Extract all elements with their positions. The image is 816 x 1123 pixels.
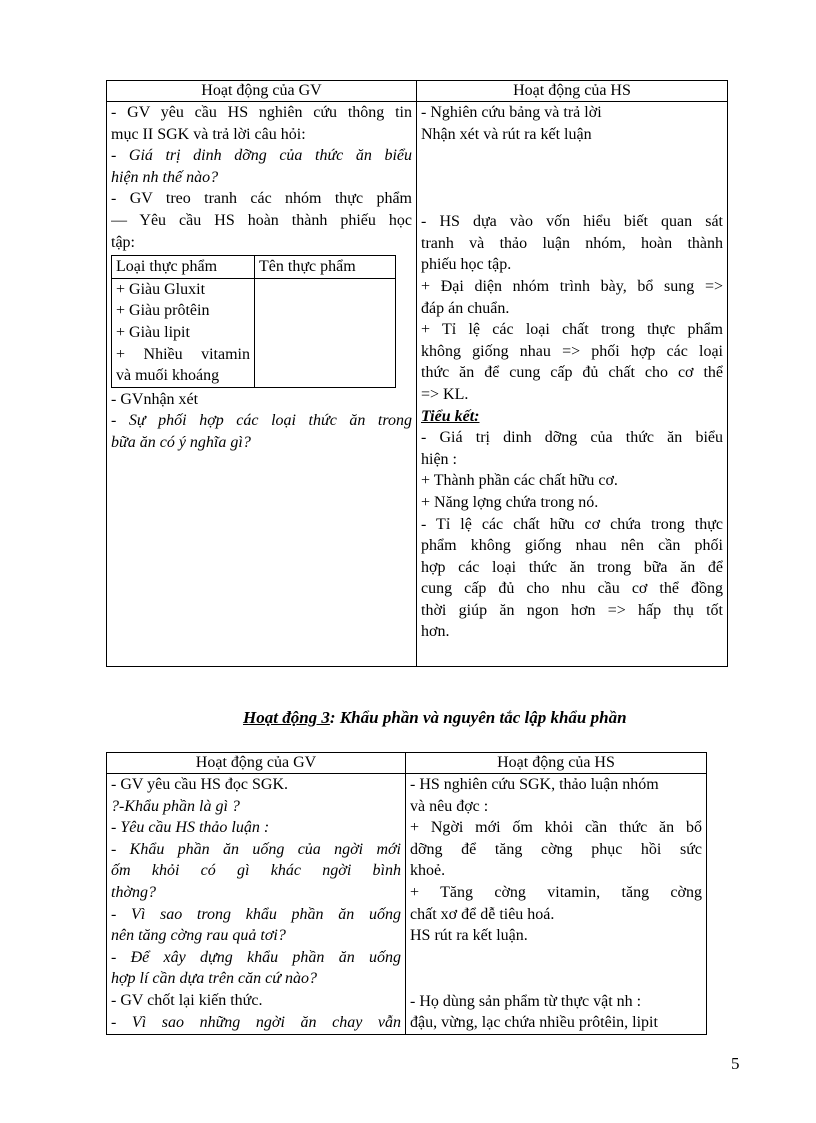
- question-line: - Khẩu phần ăn uống của ngời mới: [111, 840, 401, 858]
- table-header-row: [107, 81, 728, 102]
- section-heading: [243, 708, 627, 728]
- column-header-gv: Hoạt động của GV: [107, 81, 417, 102]
- question-line: thờng?: [111, 883, 156, 901]
- text-line: thời giúp ăn ngon hơn => hấp thụ tốt: [421, 601, 723, 619]
- text-line: dỡng để tăng cờng phục hồi sức: [410, 840, 702, 858]
- worksheet-header-row: [112, 256, 396, 279]
- page-number: 5: [731, 1054, 740, 1073]
- text-line: đáp án chuẩn.: [421, 299, 510, 317]
- text-line: - HS dựa vào vốn hiểu biết quan sát: [421, 213, 723, 231]
- question-line: - Giá trị dinh dỡng của thức ăn biểu: [111, 147, 412, 165]
- text-line: cung cấp đủ cho nhu cầu cơ thể đồng: [421, 580, 723, 598]
- text-line: hợp các loại thức ăn trong bữa ăn để: [421, 558, 723, 576]
- worksheet-header-type: Loại thực phẩm: [112, 256, 255, 279]
- question-line: bữa ăn có ý nghĩa gì?: [111, 433, 251, 451]
- table-header-row: [107, 753, 707, 774]
- activity-table-1: [106, 80, 728, 667]
- text-line: thức ăn để cung cấp đủ chất cho cơ thể: [421, 364, 723, 382]
- column-header-hs: Hoạt động của HS: [417, 81, 728, 102]
- worksheet-header-name: Tên thực phẩm: [255, 256, 396, 279]
- text-line: - Giá trị dinh dỡng của thức ăn biểu: [421, 429, 723, 447]
- text-line: - Tỉ lệ các chất hữu cơ chứa trong thực: [421, 515, 723, 533]
- question-line: - Vì sao trong khẩu phần ăn uống: [111, 905, 401, 923]
- hs-cell: [417, 102, 728, 667]
- text-line: Nhận xét và rút ra kết luận: [421, 125, 592, 143]
- table-row: [107, 774, 707, 1035]
- worksheet-row: [112, 278, 396, 387]
- text-line: + Năng lợng chứa trong nó.: [421, 493, 599, 511]
- summary-title: Tiểu kết:: [421, 407, 480, 425]
- text-line: - GVnhận xét: [111, 390, 199, 408]
- worksheet-answer-cell: [255, 278, 396, 387]
- question-line: - Vì sao những ngời ăn chay vẫn: [111, 1013, 401, 1031]
- question-line: - Sự phối hợp các loại thức ăn trong: [111, 412, 412, 430]
- list-item: + Giàu lipit: [116, 323, 190, 341]
- text-line: không giống nhau => phối hợp các loại: [421, 342, 723, 360]
- text-line: - GV yêu cầu HS nghiên cứu thông tin: [111, 104, 412, 121]
- column-header-gv: Hoạt động của GV: [107, 753, 406, 774]
- text-line: + Tăng cờng vitamin, tăng cờng: [410, 883, 702, 901]
- question-line: hiện nh thế nào?: [111, 168, 219, 186]
- text-line: khoẻ.: [410, 862, 446, 880]
- text-line: tranh và thảo luận nhóm, hoàn thành: [421, 234, 723, 252]
- text-line: - Nghiên cứu bảng và trả lời: [421, 104, 602, 121]
- text-line: - GV yêu cầu HS đọc SGK.: [111, 776, 289, 793]
- text-line: hơn.: [421, 623, 450, 641]
- question-line: hợp lí cần dựa trên căn cứ nào?: [111, 970, 317, 988]
- text-line: chất xơ để dễ tiêu hoá.: [410, 905, 555, 923]
- list-item: + Giàu Gluxit: [116, 280, 206, 298]
- text-line: - GV treo tranh các nhóm thực phẩm: [111, 190, 412, 208]
- text-line: => KL.: [421, 385, 469, 403]
- text-line: đậu, vừng, lạc chứa nhiều prôtêin, lipit: [410, 1014, 658, 1032]
- text-line: phiếu học tập.: [421, 256, 512, 274]
- list-item: + Nhiều vitamin: [116, 345, 250, 363]
- question-line: ốm khỏi có gì khác ngời bình: [111, 862, 401, 880]
- hs-cell: [406, 774, 707, 1035]
- text-line: mục II SGK và trả lời câu hỏi:: [111, 125, 306, 143]
- question-line: ?-Khẩu phần là gì ?: [111, 797, 240, 815]
- text-line: phẩm không giống nhau nên cần phối: [421, 537, 723, 555]
- list-item: và muối khoáng: [116, 367, 220, 385]
- text-line: và nêu đợc :: [410, 797, 489, 815]
- table-row: [107, 102, 728, 667]
- text-line: + Ngời mới ốm khỏi cần thức ăn bổ: [410, 819, 702, 837]
- text-line: + Đại diện nhóm trình bày, bổ sung =>: [421, 277, 723, 295]
- gv-cell: [107, 102, 417, 667]
- text-line: tập:: [111, 233, 135, 251]
- column-header-hs: Hoạt động của HS: [406, 753, 707, 774]
- list-item: + Giàu prôtêin: [116, 302, 210, 320]
- heading-label: Hoạt động 3: [243, 708, 330, 727]
- activity-table-2: [106, 752, 707, 1035]
- text-line: — Yêu cầu HS hoàn thành phiếu học: [111, 211, 412, 229]
- text-line: HS rút ra kết luận.: [410, 927, 528, 945]
- food-group-worksheet: [111, 255, 396, 388]
- text-line: + Tỉ lệ các loại chất trong thực phẩm: [421, 321, 723, 339]
- question-line: nên tăng cờng rau quả tơi?: [111, 927, 286, 945]
- question-line: - Để xây dựng khẩu phần ăn uống: [111, 948, 401, 966]
- text-line: - HS nghiên cứu SGK, thảo luận nhóm: [410, 776, 659, 793]
- text-line: - Họ dùng sản phẩm từ thực vật nh :: [410, 992, 642, 1010]
- question-line: - Yêu cầu HS thảo luận :: [111, 819, 270, 837]
- heading-text: : Khẩu phần và nguyên tắc lập khẩu phần: [329, 708, 627, 727]
- worksheet-categories: [112, 278, 255, 387]
- gv-cell: [107, 774, 406, 1035]
- text-line: - GV chốt lại kiến thức.: [111, 991, 263, 1009]
- text-line: hiện :: [421, 450, 457, 468]
- text-line: + Thành phần các chất hữu cơ.: [421, 472, 618, 490]
